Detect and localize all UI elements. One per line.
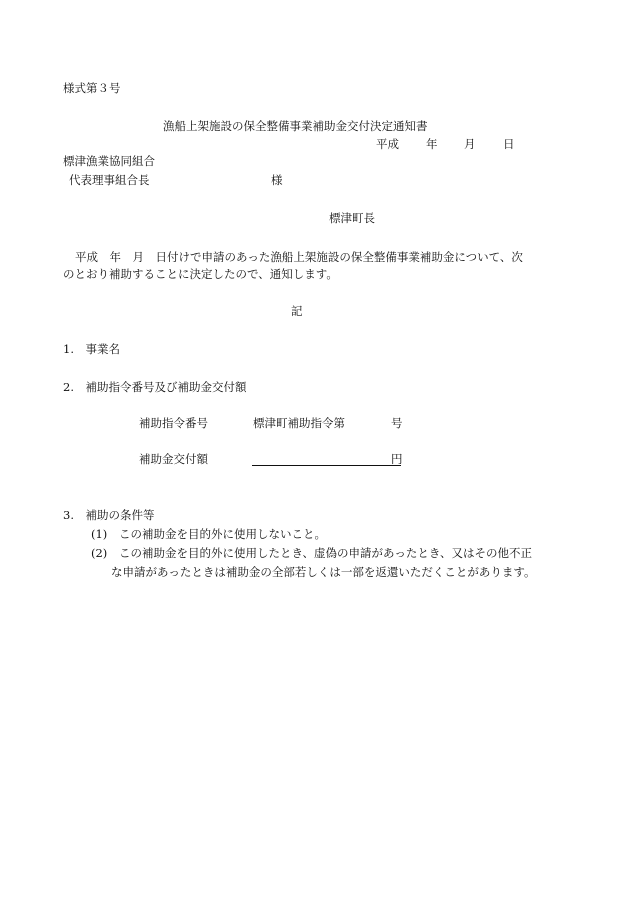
recipient-organization: 標津漁業協同組合 [63, 154, 155, 168]
condition-1-number: (1) [91, 527, 108, 541]
body-line-2: のとおり補助することに決定したので、通知します。 [63, 267, 338, 281]
date-era: 平成 [376, 137, 399, 151]
date-month-unit: 月 [464, 137, 476, 151]
sender: 標津町長 [329, 211, 375, 225]
amount-unit: 円 [391, 452, 403, 466]
section-1-label: 1. 事業名 [63, 342, 120, 356]
section-3-label: 3. 補助の条件等 [63, 508, 155, 522]
ki-marker: 記 [291, 304, 303, 318]
recipient-honorific: 様 [271, 173, 283, 187]
order-number-label: 補助指令番号 [139, 416, 208, 430]
recipient-position: 代表理事組合長 [69, 173, 150, 187]
form-number: 様式第３号 [63, 81, 121, 95]
condition-1-text: この補助金を目的外に使用しないこと。 [119, 527, 326, 541]
order-number-suffix: 号 [391, 416, 403, 430]
condition-2-text-line-2: な申請があったときは補助金の全部若しくは一部を返還いただくことがあります。 [111, 565, 536, 579]
date-year-unit: 年 [426, 137, 438, 151]
condition-2-text-line-1: この補助金を目的外に使用したとき、虚偽の申請があったとき、又はその他不正 [119, 546, 532, 560]
section-2-label: 2. 補助指令番号及び補助金交付額 [63, 380, 247, 394]
document-title: 漁船上架施設の保全整備事業補助金交付決定通知書 [163, 119, 428, 133]
order-number-prefix: 標津町補助指令第 [253, 416, 345, 430]
amount-label: 補助金交付額 [139, 452, 208, 466]
body-line-1: 平成 年 月 日付けで申請のあった漁船上架施設の保全整備事業補助金について、次 [75, 250, 523, 264]
date-day-unit: 日 [503, 137, 515, 151]
condition-2-number: (2) [91, 546, 108, 560]
amount-field[interactable] [252, 450, 401, 466]
